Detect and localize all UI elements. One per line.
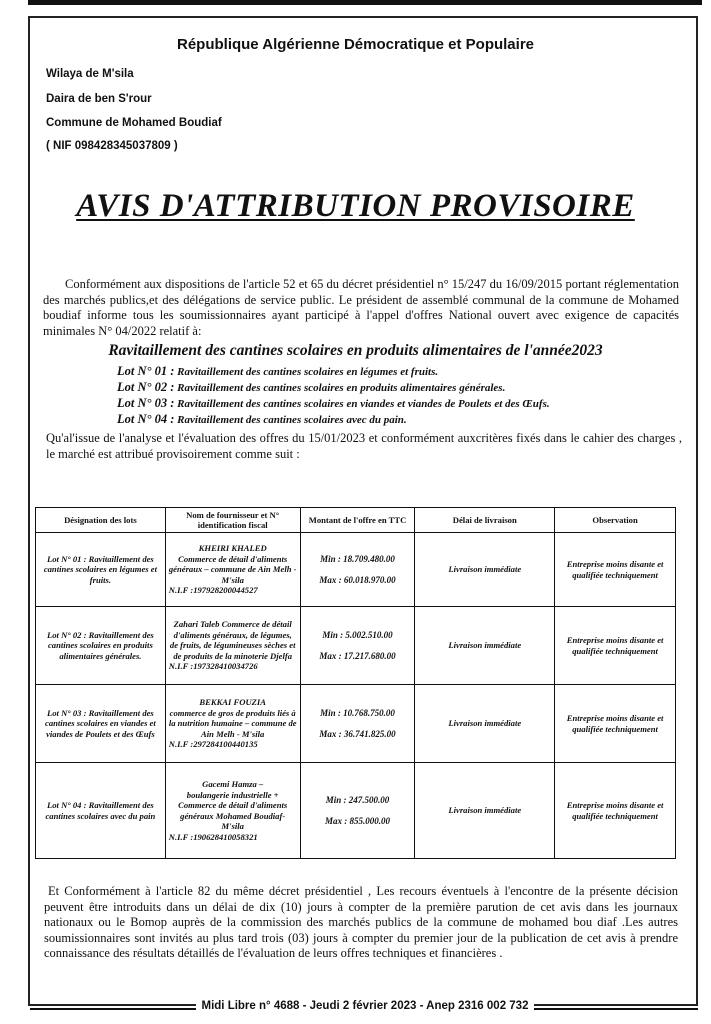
lot-item bbox=[117, 396, 550, 412]
lot-text: Ravitaillement des cantines scolaires en produits alimentaires générales. bbox=[177, 382, 506, 394]
supplier-activity: commerce de gros de produits liés à la nutrition humaine – commune de Ain Melh - M'sila bbox=[168, 707, 297, 739]
supplier-name: BEKKAI FOUZIA bbox=[199, 697, 266, 708]
lot-text: Ravitaillement des cantines scolaires avec du pain. bbox=[177, 414, 407, 426]
recourse-paragraph: Et Conformément à l'article 82 du même décret présidentiel , Les recours éventuels à l'encontre de la présente décision peuvent être introduits dans un délai de dix (10) jours à compter de la première parution de cet avis dans les journaux nationaux ou le Bomop auprès de la commission des marchés publics de la commune de mohamed bou diaf .Les autres soumissionnaires sont invités au plus tard trois (03) jours à compter du premier jour de la publication de cet avis à prendre connaissance des résultats détaillés de l'évaluation de leurs offres techniques et financières . bbox=[44, 884, 678, 960]
amount-cell bbox=[300, 763, 415, 859]
lot-number: Lot N° 04 : bbox=[117, 412, 175, 426]
supplier-nif: N.I.F :197328410034726 bbox=[168, 661, 258, 672]
nif: ( NIF 098428345037809 ) bbox=[46, 140, 178, 152]
table-row bbox=[36, 685, 676, 763]
supplier-nif: N.I.F :197928200044527 bbox=[168, 585, 258, 596]
lot-cell: Lot N° 01 : Ravitaillement des cantines scolaires en légumes et fruits. bbox=[36, 533, 166, 607]
attribution-table bbox=[35, 507, 676, 859]
table-row bbox=[36, 533, 676, 607]
lots-list bbox=[117, 364, 550, 428]
supplier-nif: N.I.F :297284100440135 bbox=[168, 739, 258, 750]
amount-max: Max : 17.217.680.00 bbox=[319, 650, 396, 661]
col-header: Observation bbox=[555, 508, 676, 533]
amount-max: Max : 855.000.00 bbox=[325, 815, 390, 826]
lot-item bbox=[117, 412, 550, 428]
amount-cell bbox=[300, 685, 415, 763]
amount-cell bbox=[300, 607, 415, 685]
commune: Commune de Mohamed Boudiaf bbox=[46, 117, 222, 129]
supplier-cell bbox=[165, 607, 300, 685]
lot-item bbox=[117, 380, 550, 396]
delay-cell: Livraison immédiate bbox=[415, 685, 555, 763]
supplier-activity: boulangerie industrielle + Commerce de détail d'aliments généraux Mohamed Boudiaf- M'sila bbox=[178, 789, 288, 831]
amount-min: Min : 18.709.480.00 bbox=[320, 554, 395, 564]
table-row bbox=[36, 763, 676, 859]
observation-cell: Entreprise moins disante et qualifiée techniquement bbox=[555, 685, 676, 763]
supplier-cell bbox=[165, 763, 300, 859]
table-row bbox=[36, 607, 676, 685]
supplier-name: KHEIRI KHALED bbox=[198, 543, 267, 554]
intro-paragraph: Conformément aux dispositions de l'article 52 et 65 du décret présidentiel n° 15/247 du 16/09/2015 portant réglementation des marchés publics,et des délégations de service public. Le président de assemblé communal de la commune de Mohamed boudiaf informe tous les soumissionnaires ayant participé à l'appel d'offres National ouvert avec exigence de capacités minimales N° 04/2022 relatif à: bbox=[43, 277, 679, 338]
lot-number: Lot N° 02 : bbox=[117, 380, 175, 394]
observation-cell: Entreprise moins disante et qualifiée techniquement bbox=[555, 533, 676, 607]
amount-max: Max : 36.741.825.00 bbox=[319, 728, 396, 739]
daira: Daira de ben S'rour bbox=[46, 93, 152, 105]
analysis-paragraph: Qu'al'issue de l'analyse et l'évaluation des offres du 15/01/2023 et conformément auxcritères fixés dans le cahier des charges , le marché est attribué provisoirement comme suit : bbox=[46, 431, 682, 461]
lot-number: Lot N° 03 : bbox=[117, 396, 175, 410]
supplier-cell bbox=[165, 685, 300, 763]
col-header: Délai de livraison bbox=[415, 508, 555, 533]
top-rule bbox=[28, 0, 702, 5]
amount-max: Max : 60.018.970.00 bbox=[319, 574, 396, 585]
amount-min: Min : 247.500.00 bbox=[325, 795, 390, 805]
lot-cell: Lot N° 03 : Ravitaillement des cantines scolaires en viandes et viandes de Poulets et des Œufs bbox=[36, 685, 166, 763]
lot-cell: Lot N° 04 : Ravitaillement des cantines scolaires avec du pain bbox=[36, 763, 166, 859]
lot-text: Ravitaillement des cantines scolaires en légumes et fruits. bbox=[177, 366, 439, 378]
supplier-nif: N.I.F :190628410058321 bbox=[168, 831, 258, 842]
amount-min: Min : 5.002.510.00 bbox=[322, 630, 393, 640]
lot-cell: Lot N° 02 : Ravitaillement des cantines scolaires en produits alimentaires générales. bbox=[36, 607, 166, 685]
republic-heading: République Algérienne Démocratique et Populaire bbox=[176, 36, 534, 53]
table-header-row bbox=[36, 508, 676, 533]
subject-heading: Ravitaillement des cantines scolaires en produits alimentaires de l'année2023 bbox=[108, 342, 603, 359]
observation-cell: Entreprise moins disante et qualifiée techniquement bbox=[555, 607, 676, 685]
supplier-activity: Commerce de détail d'aliments généraux, de légumes, de fruits, de légumineuses sèches et de produits de la minoterie Djelfa bbox=[169, 619, 296, 661]
supplier-name: Gacemi Hamza – bbox=[202, 779, 264, 789]
footer-text: Midi Libre n° 4688 - Jeudi 2 février 2023 - Anep 2316 002 732 bbox=[196, 1000, 535, 1012]
notice-title: AVIS D'ATTRIBUTION PROVISOIRE bbox=[76, 188, 635, 224]
amount-min: Min : 10.768.750.00 bbox=[320, 708, 395, 718]
col-header: Nom de fournisseur et N° identification fiscal bbox=[165, 508, 300, 533]
lot-item bbox=[117, 364, 550, 380]
delay-cell: Livraison immédiate bbox=[415, 607, 555, 685]
col-header: Désignation des lots bbox=[36, 508, 166, 533]
col-header: Montant de l'offre en TTC bbox=[300, 508, 415, 533]
delay-cell: Livraison immédiate bbox=[415, 763, 555, 859]
observation-cell: Entreprise moins disante et qualifiée techniquement bbox=[555, 763, 676, 859]
delay-cell: Livraison immédiate bbox=[415, 533, 555, 607]
amount-cell bbox=[300, 533, 415, 607]
supplier-name: Zahari Taleb bbox=[173, 619, 220, 630]
wilaya: Wilaya de M'sila bbox=[46, 68, 134, 80]
supplier-activity: Commerce de détail d'aliments généraux – commune de Ain Melh - M'sila bbox=[168, 553, 297, 585]
supplier-cell bbox=[165, 533, 300, 607]
publication-footer bbox=[30, 1000, 700, 1012]
lot-text: Ravitaillement des cantines scolaires en viandes et viandes de Poulets et des Œufs. bbox=[177, 398, 550, 410]
lot-number: Lot N° 01 : bbox=[117, 364, 175, 378]
